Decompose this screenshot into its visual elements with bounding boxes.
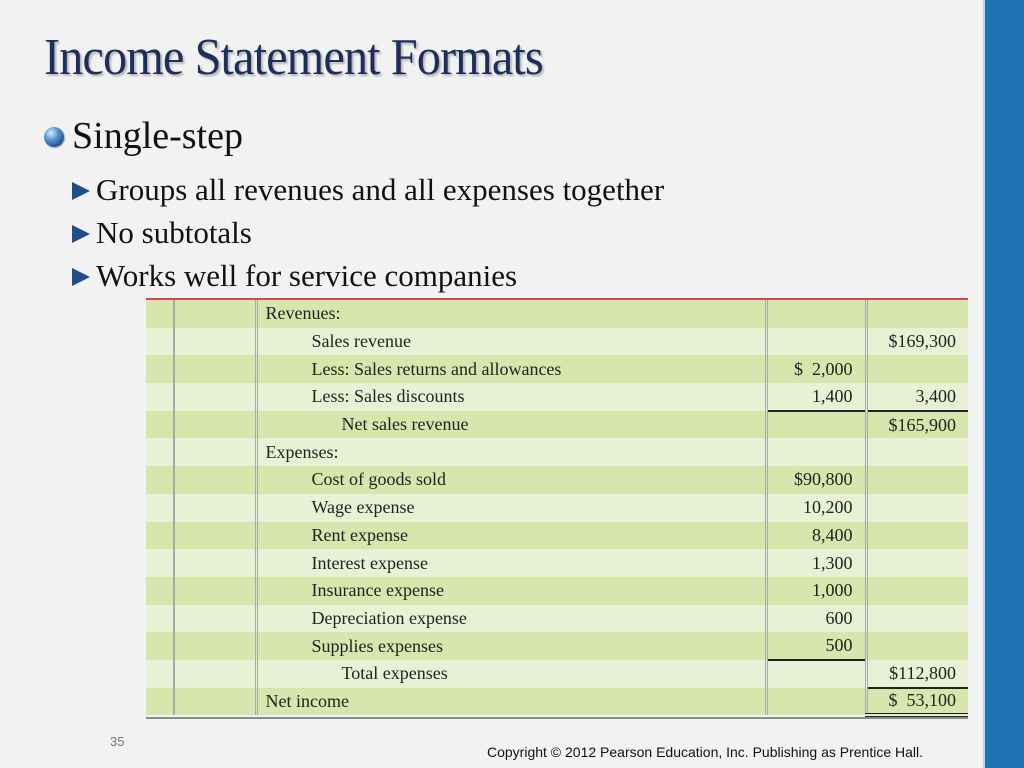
row-label: Rent expense <box>311 524 408 545</box>
table-row <box>146 688 968 716</box>
table-row <box>146 522 968 550</box>
row-amount-inner: $ 2,000 <box>766 355 866 383</box>
table-row <box>146 660 968 688</box>
row-amount-inner: 8,400 <box>766 522 866 550</box>
row-label: Less: Sales returns and allowances <box>311 358 562 379</box>
row-amount-outer: 3,400 <box>866 383 968 411</box>
row-amount-outer <box>866 577 968 605</box>
row-label: Wage expense <box>311 497 415 518</box>
row-amount-inner: 10,200 <box>766 494 866 522</box>
table-row <box>146 328 968 356</box>
table-row <box>146 577 968 605</box>
sub-bullet-item <box>72 168 664 211</box>
row-label: Depreciation expense <box>311 607 467 628</box>
slide-title: Income Statement Formats <box>44 29 543 86</box>
row-amount-inner <box>766 438 866 466</box>
row-amount-outer: $165,900 <box>866 411 968 439</box>
row-amount-inner: 500 <box>766 632 866 660</box>
row-label: Expenses: <box>256 438 766 466</box>
table-row <box>146 466 968 494</box>
row-label: Net sales revenue <box>341 414 469 435</box>
row-amount-outer <box>866 438 968 466</box>
row-amount-inner: 1,400 <box>766 383 866 411</box>
income-statement-table <box>146 298 968 719</box>
row-amount-inner <box>766 328 866 356</box>
row-amount-inner <box>766 688 866 716</box>
row-amount-outer <box>866 605 968 633</box>
sub-bullet-text: Works well for service companies <box>96 257 518 293</box>
bullet-single-step <box>44 114 243 158</box>
sub-bullet-item <box>72 254 664 297</box>
row-label: Sales revenue <box>311 331 411 352</box>
row-amount-inner <box>766 411 866 439</box>
row-label: Less: Sales discounts <box>311 386 465 407</box>
row-amount-inner: 600 <box>766 605 866 633</box>
blue-arrow-icon <box>72 268 90 286</box>
row-amount-outer: $112,800 <box>866 660 968 688</box>
sub-bullet-text: No subtotals <box>96 214 252 250</box>
table-row <box>146 494 968 522</box>
row-label: Net income <box>256 688 766 716</box>
table-row <box>146 411 968 439</box>
table-row <box>146 549 968 577</box>
blue-arrow-icon <box>72 225 90 243</box>
table-row <box>146 355 968 383</box>
row-amount-outer <box>866 466 968 494</box>
row-label: Insurance expense <box>311 580 444 601</box>
sub-bullet-list <box>72 168 664 297</box>
sub-bullet-item <box>72 211 664 254</box>
blue-orb-icon <box>44 127 64 147</box>
table-row <box>146 383 968 411</box>
row-amount-outer <box>866 549 968 577</box>
bullet-label: Single-step <box>72 115 243 157</box>
table-row <box>146 438 968 466</box>
row-amount-inner: 1,300 <box>766 549 866 577</box>
row-amount-outer <box>866 494 968 522</box>
row-label: Cost of goods sold <box>311 469 447 490</box>
row-amount-outer <box>866 355 968 383</box>
accent-sidebar <box>983 0 1024 768</box>
row-amount-inner <box>766 660 866 688</box>
table-row <box>146 632 968 660</box>
row-label: Revenues: <box>256 300 766 328</box>
row-amount-outer <box>866 300 968 328</box>
row-amount-inner: 1,000 <box>766 577 866 605</box>
row-amount-outer: $169,300 <box>866 328 968 356</box>
copyright-notice: Copyright © 2012 Pearson Education, Inc. Publishing as Prentice Hall. <box>487 744 924 760</box>
income-statement <box>146 300 968 717</box>
row-amount-outer: $ 53,100 <box>866 688 968 716</box>
row-label: Supplies expenses <box>311 635 443 656</box>
row-amount-inner <box>766 300 866 328</box>
sub-bullet-text: Groups all revenues and all expenses together <box>96 171 665 207</box>
page-number: 35 <box>110 734 125 749</box>
table-row <box>146 605 968 633</box>
row-amount-inner: $90,800 <box>766 466 866 494</box>
blue-arrow-icon <box>72 182 90 200</box>
row-amount-outer <box>866 632 968 660</box>
row-label: Interest expense <box>311 552 428 573</box>
table-row <box>146 300 968 328</box>
row-amount-outer <box>866 522 968 550</box>
row-label: Total expenses <box>341 663 448 684</box>
